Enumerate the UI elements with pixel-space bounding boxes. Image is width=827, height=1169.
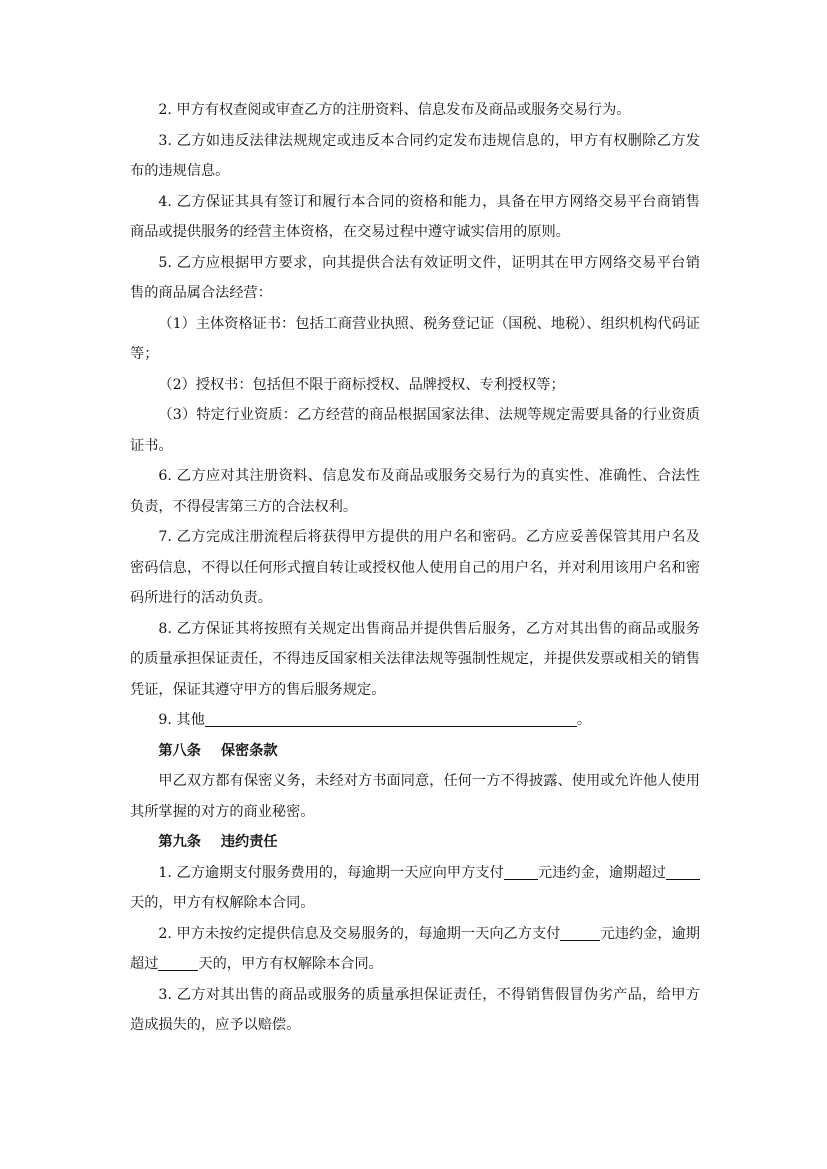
article-9-heading [130,827,700,858]
fill-in-blank-overdue-days [666,861,700,880]
clause-8: 8. 乙方保证其将按照有关规定出售商品并提供售后服务，乙方对其出售的商品或服务的质量承担保证责任，不得违反国家相关法律法规等强制性规定，并提供发票或相关的销售凭证，保证其遵守甲方的售后服务规定。 [130,620,700,698]
article-9-number: 第九条 [158,834,201,850]
clause-text: 天的，甲方有权解除本合同。 [130,895,315,911]
article-8-title: 保密条款 [220,742,278,759]
clause-text: 天的，甲方有权解除本合同。 [198,956,383,972]
fill-in-blank-other [205,708,577,727]
fill-in-blank-overdue-days [158,952,198,971]
article-8-number: 第八条 [158,742,201,759]
clause-5: 5. 乙方应根据甲方要求，向其提供合法有效证明文件，证明其在甲方网络交易平台销售的商品属合法经营： [130,254,700,301]
clause-5-item-2: （2）授权书：包括但不限于商标授权、品牌授权、专利授权等； [158,376,565,393]
clause-5-item-1: （1）主体资格证书：包括工商营业执照、税务登记证（国税、地税）、组织机构代码证等； [130,315,700,362]
article-9-clause-2 [130,919,700,980]
article-9-title: 违约责任 [220,834,278,850]
clause-4: 4. 乙方保证其具有签订和履行本合同的资格和能力，具备在甲方网络交易平台商销售商品或提供服务的经营主体资格，在交易过程中遵守诚实信用的原则。 [130,193,700,240]
fill-in-blank-penalty-amount [504,861,538,880]
article-8-heading [130,736,700,767]
clause-2: 2. 甲方有权查阅或审查乙方的注册资料、信息发布及商品或服务交易行为。 [158,102,631,118]
clause-3: 3. 乙方如违反法律法规规定或违反本合同约定发布违规信息的，甲方有权删除乙方发布的违规信息。 [130,132,700,179]
clause-9 [130,705,700,736]
article-8-body: 甲乙双方都有保密义务，未经对方书面同意，任何一方不得披露、使用或允许他人使用其所掌握的对方的商业秘密。 [130,773,700,820]
article-9-clause-3: 3. 乙方对其出售的商品或服务的质量承担保证责任，不得销售假冒伪劣产品，给甲方造成损失的，应予以赔偿。 [130,986,700,1033]
clause-text: 2. 甲方未按约定提供信息及交易服务的，每逾期一天向乙方支付 [158,925,561,942]
document-page [130,95,700,1041]
clause-9-suffix: 。 [576,712,592,728]
clause-text: 元违约金，逾期超过 [130,925,700,972]
article-9-clause-1 [130,858,700,919]
clause-9-prefix: 9. 其他 [158,712,205,728]
clause-text: 元违约金，逾期超过 [537,864,666,881]
clause-5-item-3: （3）特定行业资质：乙方经营的商品根据国家法律、法规等规定需要具备的行业资质证书。 [130,407,700,454]
clause-7: 7. 乙方完成注册流程后将获得甲方提供的用户名和密码。乙方应妥善保管其用户名及密码信息，不得以任何形式擅自转让或授权他人使用自己的用户名，并对利用该用户名和密码所进行的活动负责。 [130,529,700,606]
clause-text: 1. 乙方逾期支付服务费用的，每逾期一天应向甲方支付 [158,864,504,881]
clause-6: 6. 乙方应对其注册资料、信息发布及商品或服务交易行为的真实性、准确性、合法性负责，不得侵害第三方的合法权利。 [130,468,700,515]
fill-in-blank-penalty-amount [560,922,600,941]
